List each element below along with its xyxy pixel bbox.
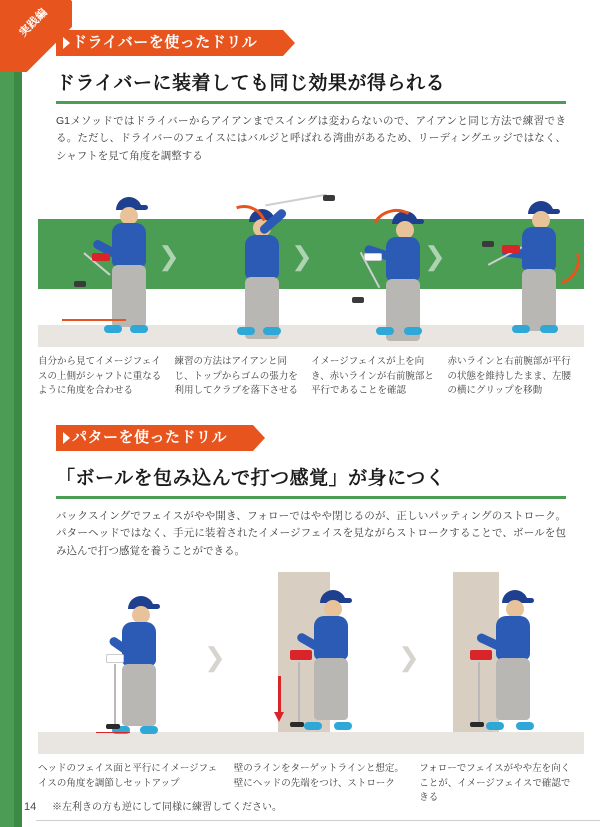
caption: 壁のラインをターゲットラインと想定。壁にヘッドの先端をつけ、ストローク	[233, 763, 404, 789]
photo-strip-driver	[38, 177, 584, 347]
section-banner-1	[56, 30, 283, 56]
golfer-figure-putt-follow	[458, 580, 588, 750]
chevron-right-icon: ❯	[398, 642, 420, 673]
section-lead-1: G1メソッドではドライバーからアイアンまでスイングは変わらないので、アイアンと同じ方法で練習できる。ただし、ドライバーのフェイスにはバルジと呼ばれる湾曲があるため、リーディングエッジではなく、シャフトを見て角度を調整する	[56, 115, 566, 162]
golfer-figure-address	[78, 193, 188, 343]
caption: フォローでフェイスがやや左を向くことが、イメージフェイスで確認できる	[419, 763, 571, 804]
chevron-right-icon: ❯	[424, 240, 446, 271]
chevron-right-icon: ❯	[204, 642, 226, 673]
section-headline-1: ドライバーに装着しても同じ効果が得られる	[56, 68, 566, 104]
golfer-figure-putt-setup	[84, 580, 214, 750]
corner-tab-label: 実践編	[17, 6, 51, 40]
caption: ヘッドのフェイス面と平行にイメージフェイスの角度を調節しセットアップ	[38, 763, 218, 789]
golfer-figure-impact	[348, 193, 458, 343]
photo-strip-putter	[38, 572, 584, 754]
caption: 自分から見てイメージフェイスの上側がシャフトに重なるように角度を合わせる	[38, 355, 162, 397]
golfer-figure-putt-stroke	[276, 580, 406, 750]
section-banner-2	[56, 425, 253, 451]
section-headline-2: 「ボールを包み込んで打つ感覚」が身につく	[56, 463, 566, 499]
caption-row-driver	[38, 355, 584, 399]
golfer-figure-top	[213, 193, 323, 343]
page-spine-inner	[14, 0, 22, 827]
page-number: 14	[24, 801, 37, 813]
chevron-right-icon: ❯	[158, 240, 180, 271]
section-banner-label-1: ドライバーを使ったドリル	[56, 30, 283, 56]
section-banner-label-2: パターを使ったドリル	[56, 425, 253, 451]
page-content	[22, 0, 600, 827]
section-lead-2: バックスイングでフェイスがやや開き、フォローではやや閉じるのが、正しいパッティングのストローク。パターヘッドではなく、手元に装着されたイメージフェイスを見ながらストロークすることで、ボールを包み込んで打つ感覚を養うことができる。	[56, 510, 566, 557]
caption: 赤いラインと右前腕部が平行の状態を維持したまま、左腰の横にグリップを移動	[447, 355, 572, 397]
footer-note: ※左利きの方も逆にして同様に練習してください。	[52, 802, 282, 813]
golfer-figure-follow	[480, 193, 590, 343]
chevron-right-icon: ❯	[291, 240, 313, 271]
caption: イメージフェイスが上を向き、赤いラインが右前腕部と平行であることを確認	[311, 355, 434, 397]
page-footer	[22, 798, 600, 813]
footer-divider	[36, 820, 600, 821]
caption: 練習の方法はアイアンと同じ、トップからゴムの張力を利用してクラブを落下させる	[174, 355, 299, 397]
